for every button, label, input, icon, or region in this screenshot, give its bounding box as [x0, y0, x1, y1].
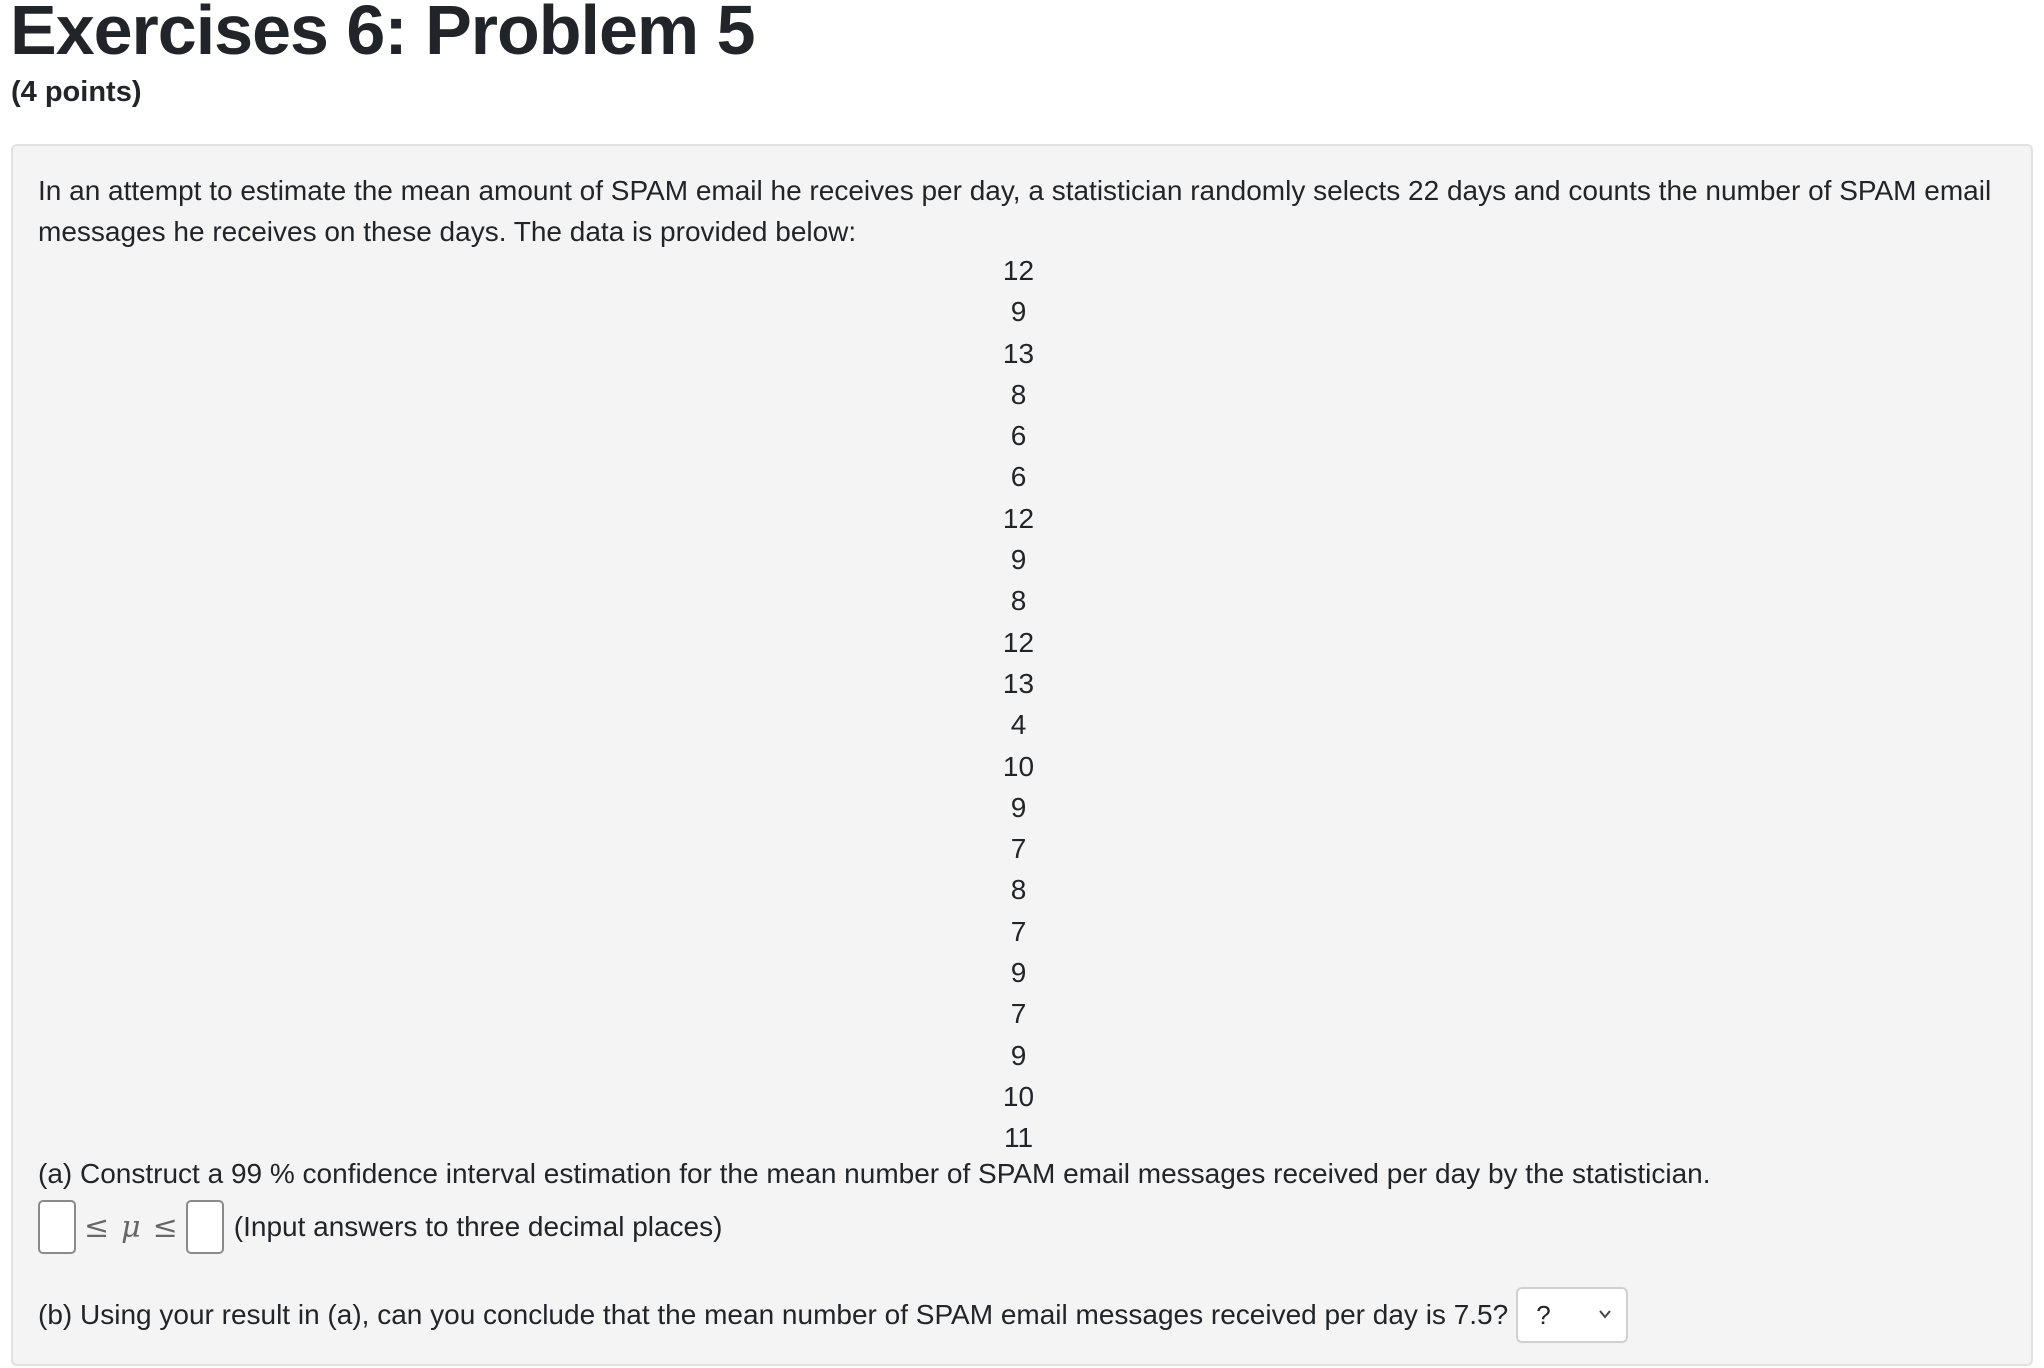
data-value: 9 [1010, 544, 1027, 576]
lower-bound-input[interactable] [38, 1200, 76, 1254]
data-value: 8 [1010, 874, 1027, 906]
data-value: 7 [1010, 998, 1027, 1030]
data-value: 4 [1010, 709, 1027, 741]
data-value: 6 [1010, 461, 1027, 493]
data-value: 8 [1010, 378, 1027, 410]
part-a-prompt: (a) Construct a 99 % confidence interval estimation for the mean number of SPAM email messages received per day by the statistician. [38, 1158, 1711, 1189]
data-value: 6 [1010, 420, 1027, 452]
data-value: 12 [1002, 255, 1035, 286]
part-b-prompt: (b) Using your result in (a), can you conclude that the mean number of SPAM email messages received per day is 7.5? [38, 1299, 1509, 1330]
problem-card [11, 144, 2033, 1366]
data-value: 10 [1002, 750, 1035, 782]
decimal-places-hint: (Input answers to three decimal places) [233, 1211, 723, 1242]
upper-bound-input[interactable] [186, 1200, 224, 1254]
problem-statement: In an attempt to estimate the mean amount of SPAM email he receives per day, a statistician randomly selects 22 days and counts the number of SPAM email messages he receives on these days. The data is provided below: [38, 175, 1992, 247]
data-value: 9 [1010, 791, 1027, 823]
data-value: 11 [1003, 1122, 1034, 1154]
mu-symbol: μ [121, 1209, 141, 1245]
data-value: 10 [1002, 1080, 1035, 1112]
less-equal-symbol: ≤ [84, 1209, 110, 1245]
data-value: 12 [1002, 626, 1035, 658]
data-value: 12 [1002, 502, 1035, 534]
data-value: 8 [1010, 585, 1027, 617]
data-value: 7 [1010, 915, 1027, 947]
data-value: 9 [1010, 296, 1027, 328]
data-value: 9 [1010, 957, 1027, 989]
data-value: 9 [1010, 1039, 1027, 1071]
less-equal-symbol: ≤ [152, 1209, 178, 1245]
data-value: 13 [1002, 667, 1035, 699]
confidence-interval-row [38, 1198, 722, 1256]
part-b-row [38, 1286, 1628, 1344]
data-value: 7 [1010, 833, 1027, 865]
chevron-down-icon [1598, 1307, 1612, 1321]
page-title: Exercises 6: Problem 5 [10, 0, 755, 69]
points-label: (4 points) [11, 76, 142, 108]
conclusion-select[interactable] [1516, 1287, 1628, 1343]
conclusion-select-value: ? [1536, 1299, 1551, 1330]
data-value: 13 [1002, 337, 1035, 369]
data-list [13, 250, 2024, 1159]
